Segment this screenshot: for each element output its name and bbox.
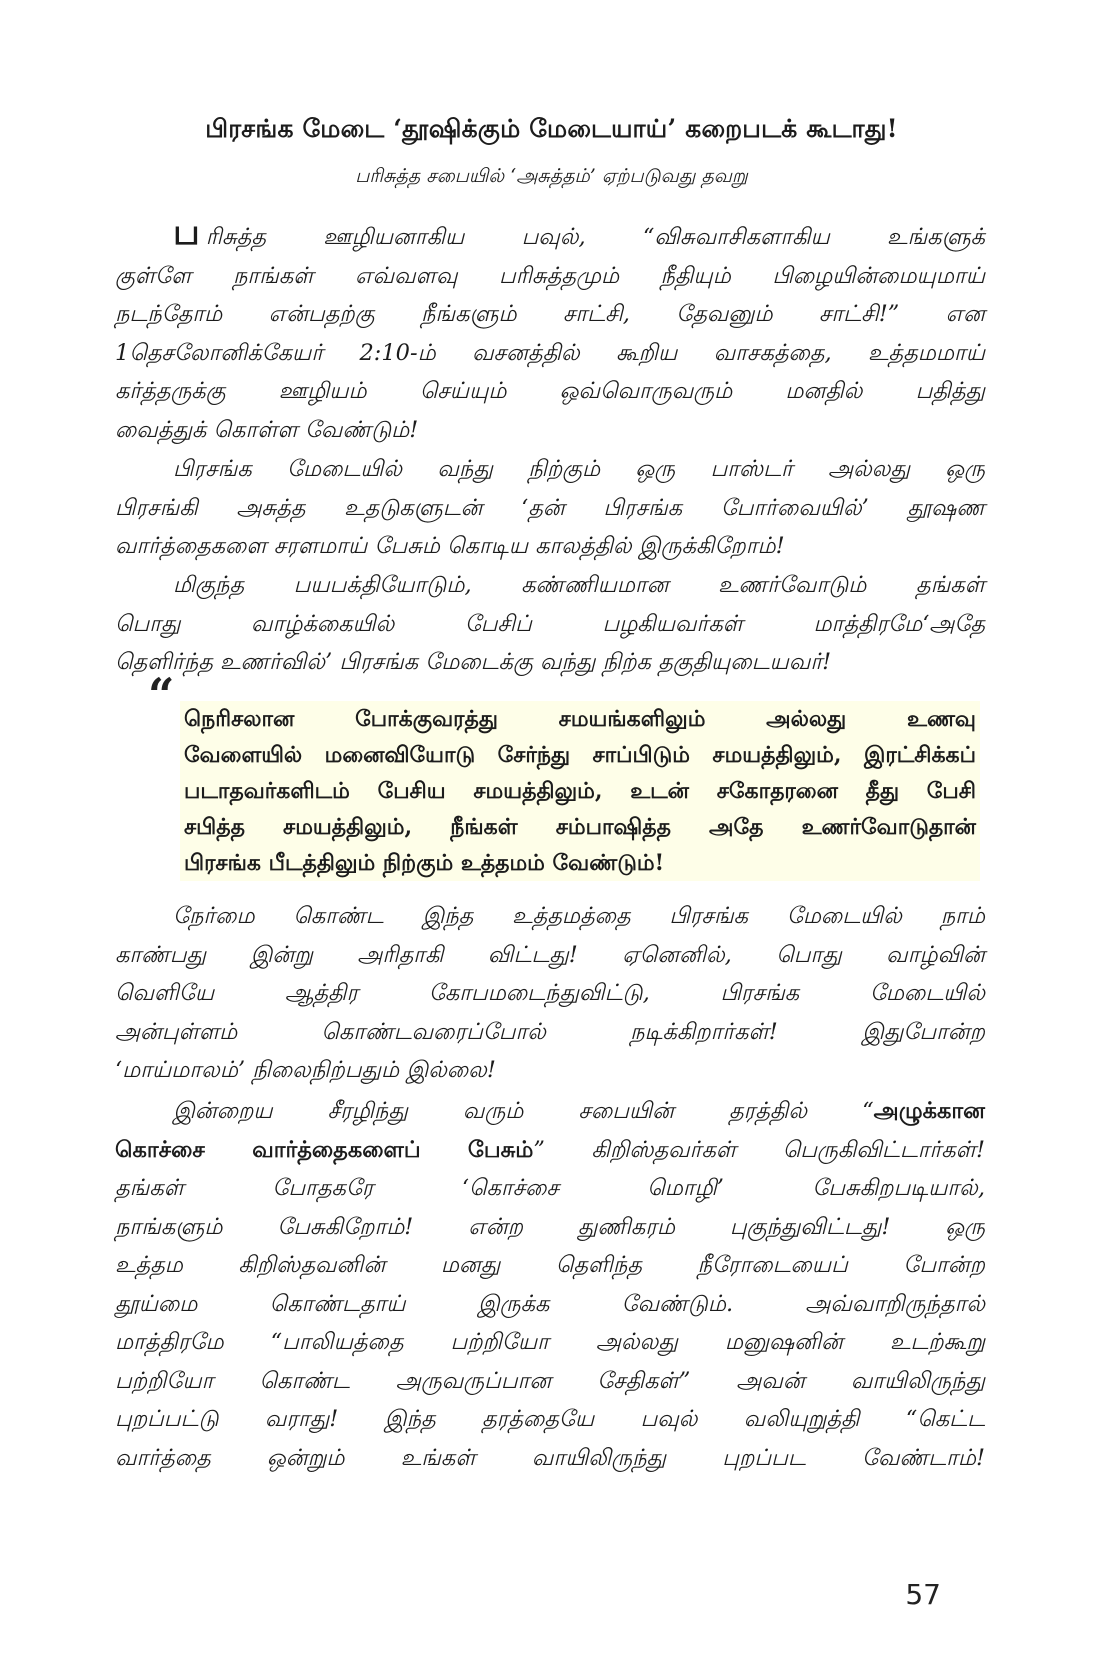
paragraph-line: புறப்பட்டு வராது! இந்த தரத்தையே பவுல் வலியுறுத்தி “கெட்ட [115, 1406, 985, 1432]
paragraph-line: குள்ளே நாங்கள் எவ்வளவு பரிசுத்தமும் நீதியும் பிழையின்மையுமாய் [115, 262, 985, 289]
paragraph-line: வார்த்தை ஒன்றும் உங்கள் வாயிலிருந்து புறப்பட வேண்டாம்! [115, 1444, 985, 1471]
paragraph-line: காண்பது இன்று அரிதாகி விட்டது! ஏனெனில், பொது வாழ்வின் [115, 941, 985, 968]
paragraph-line: 1தெசலோனிக்கேயர் 2:10-ம் வசனத்தில் கூறிய வாசகத்தை, உத்தமமாய் [115, 339, 985, 366]
paragraph-line: தங்கள் போதகரே ‘கொச்சை மொழி’ பேசுகிறபடியால், [115, 1175, 985, 1201]
text-run: ” கிறிஸ்தவர்கள் பெருகிவிட்டார்கள்! [533, 1136, 985, 1163]
page-subtitle: பரிசுத்த சபையில் ‘அசுத்தம்’ ஏற்படுவது தவறு [355, 165, 748, 187]
bold-text-run: அழுக்கான [873, 1098, 985, 1124]
paragraph-line: தூய்மை கொண்டதாய் இருக்க வேண்டும். அவ்வாறிருந்தால் [115, 1290, 985, 1317]
text-run: இன்றைய சீரழிந்து வரும் சபையின் தரத்தில் “ [173, 1098, 874, 1124]
text-line: ரிசுத்த ஊழியனாகிய பவுல், “விசுவாசிகளாகிய உங்களுக் [205, 224, 985, 250]
page-number: 57 [905, 1578, 941, 1611]
paragraph-line: பிரசங்கி அசுத்த உதடுகளுடன் ‘தன் பிரசங்க போர்வையில்’ தூஷண [115, 494, 985, 521]
paragraph-1 [115, 211, 985, 449]
paragraph-line [115, 211, 985, 257]
paragraph-3 [115, 566, 985, 682]
paragraph-line: வைத்துக் கொள்ள வேண்டும்! [115, 416, 419, 443]
paragraph-line: கர்த்தருக்கு ஊழியம் செய்யும் ஒவ்வொருவரும் மனதில் பதித்து [115, 378, 985, 404]
quote-line: சபித்த சமயத்திலும், நீங்கள் சம்பாஷித்த அதே உணர்வோடுதான் [184, 814, 976, 840]
paragraph-line: மாத்திரமே “பாலியத்தை பற்றியோ அல்லது மனுஷனின் உடற்கூறு [115, 1329, 985, 1355]
paragraph-line: மிகுந்த பயபக்தியோடும், கண்ணியமான உணர்வோடும் தங்கள் [173, 572, 985, 598]
pull-quote [180, 701, 980, 881]
paragraph-line: நாங்களும் பேசுகிறோம்! என்ற துணிகரம் புகுந்துவிட்டது! ஒரு [115, 1213, 985, 1240]
paragraph-line: உத்தம கிறிஸ்தவனின் மனது தெளிந்த நீரோடையைப் போன்ற [115, 1252, 985, 1278]
quote-line: வேளையில் மனைவியோடு சேர்ந்து சாப்பிடும் சமயத்திலும், இரட்சிக்கப் [184, 742, 976, 768]
drop-cap: ப [173, 211, 202, 253]
bold-text-run: கொச்சை வார்த்தைகளைப் பேசும் [115, 1136, 534, 1163]
paragraph-line: ‘மாய்மாலம்’ நிலைநிற்பதும் இல்லை! [115, 1057, 496, 1083]
paragraph-line: வெளியே ஆத்திர கோபமடைந்துவிட்டு, பிரசங்க மேடையில் [115, 980, 985, 1006]
quote-line: பிரசங்க பீடத்திலும் நிற்கும் உத்தமம் வேண்டும்! [184, 850, 665, 876]
paragraph-line: வார்த்தைகளை சரளமாய் பேசும் கொடிய காலத்தில் இருக்கிறோம்! [115, 533, 785, 559]
paragraph-line: நேர்மை கொண்ட இந்த உத்தமத்தை பிரசங்க மேடையில் நாம் [173, 903, 985, 929]
paragraph-5 [115, 1092, 985, 1477]
paragraph-line [115, 1131, 985, 1170]
quote-line: படாதவர்களிடம் பேசிய சமயத்திலும், உடன் சகோதரனை தீது பேசி [184, 778, 976, 804]
paragraph-line [115, 1092, 985, 1131]
paragraph-line: பற்றியோ கொண்ட அருவருப்பான சேதிகள்” அவன் வாயிலிருந்து [115, 1367, 985, 1394]
paragraph-line: பிரசங்க மேடையில் வந்து நிற்கும் ஒரு பாஸ்டர் அல்லது ஒரு [173, 456, 985, 482]
paragraph-line: பொது வாழ்க்கையில் பேசிப் பழகியவர்கள் மாத்திரமே‘அதே [115, 610, 985, 637]
paragraph-2 [115, 450, 985, 566]
page-title: பிரசங்க மேடை ‘தூஷிக்கும் மேடையாய்’ கறைபடக் கூடாது! [205, 114, 898, 143]
paragraph-line: நடந்தோம் என்பதற்கு நீங்களும் சாட்சி, தேவனும் சாட்சி!” என [115, 301, 985, 327]
quote-line: நெரிசலான போக்குவரத்து சமயங்களிலும் அல்லது உணவு [184, 706, 976, 732]
paragraph-line: தெளிர்ந்த உணர்வில்’ பிரசங்க மேடைக்கு வந்து நிற்க தகுதியுடையவர்! [115, 649, 832, 675]
paragraph-4 [115, 897, 985, 1090]
quote-mark-icon: “ [148, 668, 175, 722]
paragraph-line: அன்புள்ளம் கொண்டவரைப்போல் நடிக்கிறார்கள்! இதுபோன்ற [115, 1018, 985, 1045]
